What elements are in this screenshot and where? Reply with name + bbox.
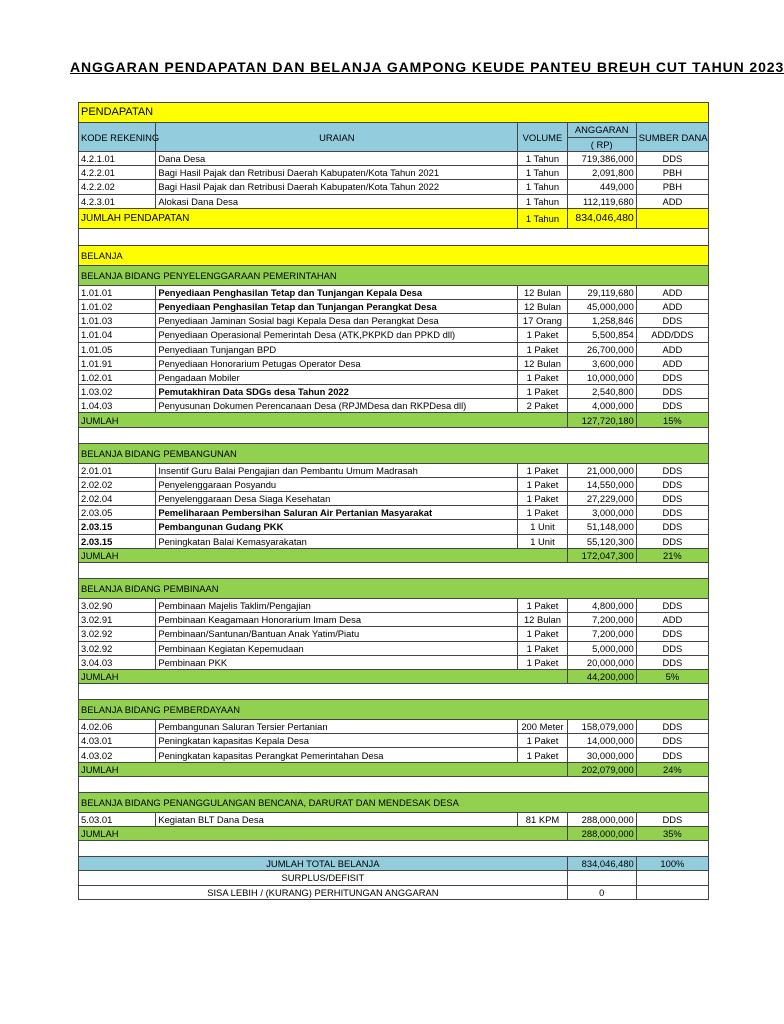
jumlah-anggaran: 44,200,000 [567, 669, 636, 683]
table-row [79, 506, 709, 520]
sumber-cell: PBH [636, 180, 708, 194]
section-title: BELANJA BIDANG PENYELENGGARAAN PEMERINTAHAN [79, 265, 709, 285]
uraian-cell: Penyediaan Operasional Pemerintah Desa (ATK,PKPKD dan PPKD dll) [156, 328, 518, 342]
jumlah-pendapatan-sumber [636, 208, 708, 228]
surplus-row [79, 871, 709, 885]
uraian-cell: Dana Desa [156, 152, 518, 166]
uraian-cell: Kegiatan BLT Dana Desa [156, 812, 518, 826]
anggaran-cell: 20,000,000 [567, 655, 636, 669]
sumber-cell: DDS [636, 812, 708, 826]
sisa-row [79, 885, 709, 899]
table-row [79, 342, 709, 356]
sumber-cell: DDS [636, 720, 708, 734]
kode-cell: 2.02.02 [79, 477, 156, 491]
sumber-cell: DDS [636, 370, 708, 384]
sumber-cell: DDS [636, 152, 708, 166]
spacer-row [79, 562, 709, 578]
kode-cell: 1.01.02 [79, 299, 156, 313]
table-row [79, 520, 709, 534]
uraian-cell: Bagi Hasil Pajak dan Retribusi Daerah Kabupaten/Kota Tahun 2022 [156, 180, 518, 194]
kode-cell: 1.01.04 [79, 328, 156, 342]
uraian-cell: Pembangunan Saluran Tersier Pertanian [156, 720, 518, 734]
header-uraian: URAIAN [156, 123, 518, 152]
total-anggaran: 834,046,480 [567, 857, 636, 871]
kode-cell: 4.2.3.01 [79, 194, 156, 208]
sumber-cell: ADD [636, 342, 708, 356]
spacer-cell [79, 427, 709, 443]
anggaran-cell: 14,550,000 [567, 477, 636, 491]
anggaran-cell: 158,079,000 [567, 720, 636, 734]
anggaran-cell: 30,000,000 [567, 748, 636, 762]
sisa-anggaran: 0 [567, 885, 636, 899]
jumlah-pendapatan-volume: 1 Tahun [518, 208, 567, 228]
uraian-cell: Penyediaan Penghasilan Tetap dan Tunjangan Kepala Desa [156, 285, 518, 299]
sumber-cell: PBH [636, 166, 708, 180]
table-row [79, 328, 709, 342]
kode-cell: 1.03.02 [79, 385, 156, 399]
volume-cell: 1 Paket [518, 342, 567, 356]
table-row [79, 748, 709, 762]
volume-cell: 1 Paket [518, 492, 567, 506]
sumber-cell: DDS [636, 641, 708, 655]
spacer-cell [79, 841, 709, 857]
uraian-cell: Peningkatan kapasitas Kepala Desa [156, 734, 518, 748]
section-header-row [79, 265, 709, 285]
uraian-cell: Penyediaan Honorarium Petugas Operator Desa [156, 356, 518, 370]
jumlah-label: JUMLAH [79, 762, 568, 776]
volume-cell: 1 Paket [518, 463, 567, 477]
sumber-cell: DDS [636, 385, 708, 399]
volume-cell: 1 Paket [518, 385, 567, 399]
jumlah-anggaran: 288,000,000 [567, 827, 636, 841]
kode-cell: 1.01.03 [79, 314, 156, 328]
volume-cell: 12 Bulan [518, 285, 567, 299]
table-row [79, 180, 709, 194]
spacer-row [79, 841, 709, 857]
table-row [79, 356, 709, 370]
uraian-cell: Pemeliharaan Pembersihan Saluran Air Pertanian Masyarakat [156, 506, 518, 520]
section-title: BELANJA BIDANG PEMBERDAYAAN [79, 700, 709, 720]
uraian-cell: Peningkatan Balai Kemasyarakatan [156, 534, 518, 548]
jumlah-anggaran: 172,047,300 [567, 548, 636, 562]
uraian-cell: Pembinaan Keagamaan Honorarium Imam Desa [156, 613, 518, 627]
anggaran-cell: 10,000,000 [567, 370, 636, 384]
anggaran-cell: 2,540,800 [567, 385, 636, 399]
kode-cell: 3.02.92 [79, 641, 156, 655]
spacer-cell [79, 776, 709, 792]
sumber-cell: DDS [636, 399, 708, 413]
document-title: ANGGARAN PENDAPATAN DAN BELANJA GAMPONG KEUDE PANTEU BREUH CUT TAHUN 2023 [70, 59, 784, 75]
uraian-cell: Penyelenggaraan Posyandu [156, 477, 518, 491]
table-row [79, 194, 709, 208]
kode-cell: 3.04.03 [79, 655, 156, 669]
belanja-label: BELANJA [79, 245, 709, 265]
jumlah-anggaran: 202,079,000 [567, 762, 636, 776]
kode-cell: 2.02.04 [79, 492, 156, 506]
anggaran-cell: 1,258,846 [567, 314, 636, 328]
uraian-cell: Pembinaan PKK [156, 655, 518, 669]
jumlah-anggaran: 127,720,180 [567, 413, 636, 427]
sumber-cell: ADD [636, 356, 708, 370]
uraian-cell: Penyediaan Penghasilan Tetap dan Tunjangan Perangkat Desa [156, 299, 518, 313]
kode-cell: 2.03.15 [79, 520, 156, 534]
pendapatan-label: PENDAPATAN [79, 103, 709, 123]
jumlah-pendapatan-label: JUMLAH PENDAPATAN [79, 208, 518, 228]
table-row [79, 534, 709, 548]
pendapatan-header-row [79, 103, 709, 123]
section-header-row [79, 700, 709, 720]
spacer-row [79, 776, 709, 792]
anggaran-cell: 5,500,854 [567, 328, 636, 342]
anggaran-cell: 2,091,800 [567, 166, 636, 180]
anggaran-cell: 7,200,000 [567, 627, 636, 641]
volume-cell: 2 Paket [518, 399, 567, 413]
volume-cell: 1 Tahun [518, 152, 567, 166]
table-row [79, 463, 709, 477]
anggaran-cell: 21,000,000 [567, 463, 636, 477]
section-jumlah-row [79, 669, 709, 683]
kode-cell: 2.01.01 [79, 463, 156, 477]
jumlah-persen: 24% [636, 762, 708, 776]
sumber-cell: DDS [636, 598, 708, 612]
kode-cell: 3.02.90 [79, 598, 156, 612]
jumlah-persen: 21% [636, 548, 708, 562]
uraian-cell: Pembinaan Kegiatan Kepemudaan [156, 641, 518, 655]
table-row [79, 299, 709, 313]
table-row [79, 492, 709, 506]
spacer-cell [79, 684, 709, 700]
jumlah-pendapatan-row [79, 208, 709, 228]
anggaran-cell: 3,600,000 [567, 356, 636, 370]
anggaran-cell: 26,700,000 [567, 342, 636, 356]
jumlah-persen: 15% [636, 413, 708, 427]
uraian-cell: Pembinaan Majelis Taklim/Pengajian [156, 598, 518, 612]
spacer-cell [79, 228, 709, 245]
sumber-cell: DDS [636, 506, 708, 520]
volume-cell: 12 Bulan [518, 356, 567, 370]
uraian-cell: Pembangunan Gudang PKK [156, 520, 518, 534]
volume-cell: 1 Paket [518, 506, 567, 520]
kode-cell: 4.02.06 [79, 720, 156, 734]
sumber-cell: DDS [636, 520, 708, 534]
sisa-label: SISA LEBIH / (KURANG) PERHITUNGAN ANGGARAN [79, 885, 568, 899]
spacer-row [79, 228, 709, 245]
section-jumlah-row [79, 762, 709, 776]
uraian-cell: Alokasi Dana Desa [156, 194, 518, 208]
kode-cell: 2.03.15 [79, 534, 156, 548]
volume-cell: 1 Tahun [518, 180, 567, 194]
header-rp: ( RP) [567, 137, 636, 152]
sumber-cell: ADD [636, 194, 708, 208]
anggaran-cell: 14,000,000 [567, 734, 636, 748]
table-row [79, 627, 709, 641]
table-row [79, 370, 709, 384]
sumber-cell: DDS [636, 492, 708, 506]
sumber-cell: ADD [636, 285, 708, 299]
uraian-cell: Penyusunan Dokumen Perencanaan Desa (RPJMDesa dan RKPDesa dll) [156, 399, 518, 413]
kode-cell: 1.01.01 [79, 285, 156, 299]
kode-cell: 4.03.02 [79, 748, 156, 762]
volume-cell: 1 Paket [518, 328, 567, 342]
jumlah-persen: 35% [636, 827, 708, 841]
section-jumlah-row [79, 827, 709, 841]
volume-cell: 1 Paket [518, 598, 567, 612]
kode-cell: 2.03.05 [79, 506, 156, 520]
total-persen: 100% [636, 857, 708, 871]
table-row [79, 720, 709, 734]
jumlah-label: JUMLAH [79, 413, 568, 427]
table-row [79, 598, 709, 612]
section-header-row [79, 443, 709, 463]
belanja-header-row [79, 245, 709, 265]
table-row [79, 641, 709, 655]
anggaran-cell: 5,000,000 [567, 641, 636, 655]
kode-cell: 3.02.91 [79, 613, 156, 627]
column-header-row [79, 123, 709, 138]
volume-cell: 200 Meter [518, 720, 567, 734]
kode-cell: 1.01.05 [79, 342, 156, 356]
volume-cell: 1 Paket [518, 748, 567, 762]
jumlah-label: JUMLAH [79, 669, 568, 683]
volume-cell: 1 Unit [518, 520, 567, 534]
anggaran-cell: 4,800,000 [567, 598, 636, 612]
kode-cell: 4.2.2.02 [79, 180, 156, 194]
header-kode: KODE REKENING [79, 123, 156, 152]
volume-cell: 1 Paket [518, 734, 567, 748]
volume-cell: 1 Paket [518, 655, 567, 669]
section-title: BELANJA BIDANG PEMBANGUNAN [79, 443, 709, 463]
volume-cell: 1 Paket [518, 477, 567, 491]
sumber-cell: DDS [636, 655, 708, 669]
volume-cell: 81 KPM [518, 812, 567, 826]
sisa-persen [636, 885, 708, 899]
total-label: JUMLAH TOTAL BELANJA [79, 857, 568, 871]
table-row [79, 285, 709, 299]
kode-cell: 4.2.1.01 [79, 152, 156, 166]
spacer-row [79, 427, 709, 443]
section-header-row [79, 578, 709, 598]
header-anggaran: ANGGARAN [567, 123, 636, 138]
jumlah-pendapatan-anggaran: 834,046,480 [567, 208, 636, 228]
sumber-cell: DDS [636, 477, 708, 491]
anggaran-cell: 7,200,000 [567, 613, 636, 627]
budget-table [78, 102, 709, 900]
anggaran-cell: 112,119,680 [567, 194, 636, 208]
surplus-anggaran [567, 871, 636, 885]
sumber-cell: DDS [636, 534, 708, 548]
uraian-cell: Penyediaan Tunjangan BPD [156, 342, 518, 356]
sumber-cell: ADD/DDS [636, 328, 708, 342]
table-row [79, 734, 709, 748]
uraian-cell: Penyediaan Jaminan Sosial bagi Kepala Desa dan Perangkat Desa [156, 314, 518, 328]
volume-cell: 1 Paket [518, 370, 567, 384]
table-row [79, 385, 709, 399]
volume-cell: 1 Unit [518, 534, 567, 548]
table-row [79, 613, 709, 627]
sumber-cell: ADD [636, 299, 708, 313]
sumber-cell: DDS [636, 627, 708, 641]
volume-cell: 1 Paket [518, 627, 567, 641]
volume-cell: 17 Orang [518, 314, 567, 328]
anggaran-cell: 719,386,000 [567, 152, 636, 166]
anggaran-cell: 449,000 [567, 180, 636, 194]
volume-cell: 12 Bulan [518, 613, 567, 627]
section-jumlah-row [79, 413, 709, 427]
total-belanja-row [79, 857, 709, 871]
kode-cell: 1.01.91 [79, 356, 156, 370]
sumber-cell: DDS [636, 314, 708, 328]
table-row [79, 655, 709, 669]
header-volume: VOLUME [518, 123, 567, 152]
uraian-cell: Pembinaan/Santunan/Bantuan Anak Yatim/Piatu [156, 627, 518, 641]
volume-cell: 1 Paket [518, 641, 567, 655]
header-sumber: SUMBER DANA [636, 123, 708, 152]
uraian-cell: Penyelenggaraan Desa Siaga Kesehatan [156, 492, 518, 506]
anggaran-cell: 27,229,000 [567, 492, 636, 506]
kode-cell: 1.04.03 [79, 399, 156, 413]
table-row [79, 812, 709, 826]
uraian-cell: Bagi Hasil Pajak dan Retribusi Daerah Kabupaten/Kota Tahun 2021 [156, 166, 518, 180]
uraian-cell: Pengadaan Mobiler [156, 370, 518, 384]
sumber-cell: DDS [636, 734, 708, 748]
sumber-cell: ADD [636, 613, 708, 627]
anggaran-cell: 45,000,000 [567, 299, 636, 313]
anggaran-cell: 51,148,000 [567, 520, 636, 534]
kode-cell: 5.03.01 [79, 812, 156, 826]
table-row [79, 399, 709, 413]
anggaran-cell: 4,000,000 [567, 399, 636, 413]
kode-cell: 4.2.2.01 [79, 166, 156, 180]
surplus-persen [636, 871, 708, 885]
anggaran-cell: 288,000,000 [567, 812, 636, 826]
volume-cell: 1 Tahun [518, 194, 567, 208]
section-header-row [79, 792, 709, 812]
table-row [79, 152, 709, 166]
kode-cell: 1.02.01 [79, 370, 156, 384]
table-row [79, 166, 709, 180]
jumlah-label: JUMLAH [79, 827, 568, 841]
volume-cell: 1 Tahun [518, 166, 567, 180]
section-title: BELANJA BIDANG PEMBINAAN [79, 578, 709, 598]
volume-cell: 12 Bulan [518, 299, 567, 313]
spacer-cell [79, 562, 709, 578]
table-row [79, 314, 709, 328]
jumlah-label: JUMLAH [79, 548, 568, 562]
jumlah-persen: 5% [636, 669, 708, 683]
uraian-cell: Pemutakhiran Data SDGs desa Tahun 2022 [156, 385, 518, 399]
anggaran-cell: 29,119,680 [567, 285, 636, 299]
section-jumlah-row [79, 548, 709, 562]
uraian-cell: Insentif Guru Balai Pengajian dan Pembantu Umum Madrasah [156, 463, 518, 477]
sumber-cell: DDS [636, 463, 708, 477]
table-row [79, 477, 709, 491]
sumber-cell: DDS [636, 748, 708, 762]
spacer-row [79, 684, 709, 700]
kode-cell: 4.03.01 [79, 734, 156, 748]
anggaran-cell: 55,120,300 [567, 534, 636, 548]
anggaran-cell: 3,000,000 [567, 506, 636, 520]
kode-cell: 3.02.92 [79, 627, 156, 641]
surplus-label: SURPLUS/DEFISIT [79, 871, 568, 885]
section-title: BELANJA BIDANG PENANGGULANGAN BENCANA, DARURAT DAN MENDESAK DESA [79, 792, 709, 812]
uraian-cell: Peningkatan kapasitas Perangkat Pemerintahan Desa [156, 748, 518, 762]
